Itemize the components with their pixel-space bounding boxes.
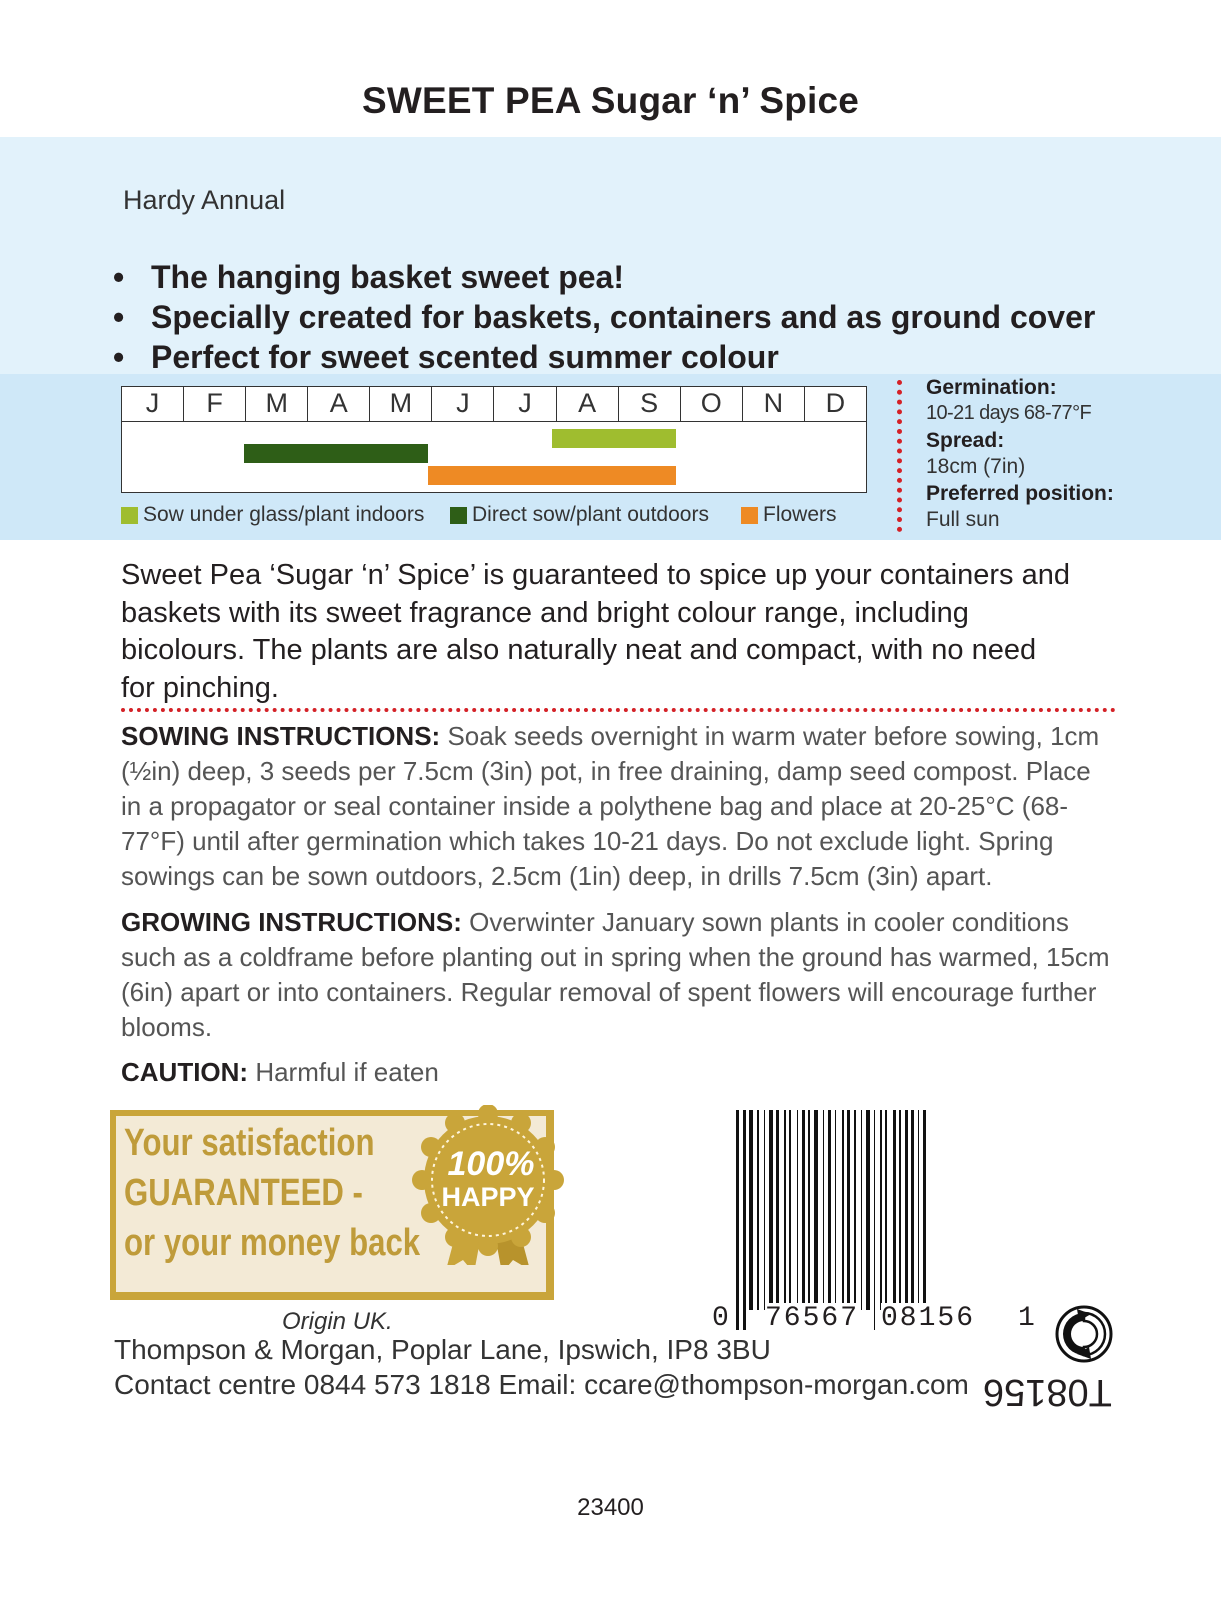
barcode-bar <box>823 1110 824 1310</box>
feature-item: • The hanging basket sweet pea! <box>113 258 1095 298</box>
germination-label: Germination: <box>926 376 1057 399</box>
barcode-bar <box>866 1110 870 1310</box>
month-label: O <box>680 387 742 421</box>
sowing-instructions: SOWING INSTRUCTIONS: Soak seeds overnight in warm water before sowing, 1cm (½in) deep, 3 seeds per 7.5cm (3in) pot, in free draining, damp seed compost. Place in a propagator or seal container inside a polythene bag and place at 20-25°C (68-77°F) until after germination which takes 10-21 days. Do not exclude light. Spring sowings can be sown outdoors, 2.5cm (1in) deep, in drills 7.5cm (3in) apart. <box>121 721 1100 891</box>
barcode-bar <box>789 1110 791 1310</box>
barcode-check-digit: 1 <box>1018 1303 1035 1334</box>
barcode-bar <box>808 1110 810 1310</box>
month-label: F <box>183 387 245 421</box>
month-label: D <box>804 387 866 421</box>
bullet-icon: • <box>113 299 125 335</box>
month-label: J <box>431 387 493 421</box>
feature-item: • Perfect for sweet scented summer colour <box>113 338 1095 378</box>
barcode-bar <box>893 1110 896 1310</box>
barcode-bar <box>776 1110 779 1310</box>
barcode-right-group: 08156 <box>881 1303 976 1334</box>
barcode-bar <box>905 1110 908 1310</box>
barcode-bar <box>847 1110 850 1310</box>
caution-heading: CAUTION: <box>121 1057 249 1087</box>
month-label: J <box>493 387 555 421</box>
spread-label: Spread: <box>926 429 1005 452</box>
barcode-bar <box>797 1110 798 1310</box>
barcode-bar <box>784 1110 786 1310</box>
bullet-icon: • <box>113 259 125 295</box>
barcode-bar <box>764 1110 765 1310</box>
position-value: Full sun <box>926 508 1000 531</box>
spread-value: 18cm (7in) <box>926 455 1026 478</box>
barcode-bar <box>757 1110 759 1310</box>
legend-swatch <box>741 507 758 524</box>
month-label: M <box>369 387 431 421</box>
barcode-bar <box>880 1110 882 1310</box>
product-title: SWEET PEA Sugar ‘n’ Spice <box>361 80 860 121</box>
germination-value: 10-21 days 68-77°F <box>926 402 1092 424</box>
badge-percent: 100% <box>447 1145 535 1183</box>
divider-dotted-vertical <box>897 380 902 532</box>
product-description: Sweet Pea ‘Sugar ‘n’ Spice’ is guaranteed to spice up your containers and baskets with its sweet fragrance and bright colour range, including bicolours. The plants are also naturally neat and compact, with no need for pinching. <box>121 559 1070 704</box>
barcode-bar <box>749 1110 753 1310</box>
divider-dotted-horizontal <box>121 708 1116 712</box>
flowers-bar <box>428 466 676 485</box>
origin-label: Origin UK. <box>282 1308 393 1335</box>
badge-happy: HAPPY <box>441 1182 535 1212</box>
barcode-bar <box>814 1110 818 1310</box>
month-label: J <box>145 388 160 418</box>
barcode-lead-digit: 0 <box>712 1303 729 1334</box>
barcode-bar <box>736 1110 739 1330</box>
feature-item: • Specially created for baskets, containers and as ground cover <box>113 298 1095 338</box>
position-label: Preferred position: <box>926 482 1114 505</box>
sow-indoors-bar <box>552 429 676 448</box>
legend-sow-outdoors: Direct sow/plant outdoors <box>450 503 709 527</box>
barcode-icon <box>732 1110 1016 1330</box>
month-label: N <box>742 387 804 421</box>
barcode-bar <box>828 1110 831 1310</box>
growing-heading: GROWING INSTRUCTIONS: <box>121 907 462 937</box>
month-label: A <box>307 387 369 421</box>
legend-sow-indoors: Sow under glass/plant indoors <box>121 503 424 527</box>
barcode-bar <box>885 1110 887 1310</box>
legend-swatch <box>450 507 467 524</box>
barcode-bar <box>874 1110 875 1330</box>
guarantee-line3: or your money back <box>124 1222 421 1264</box>
guarantee-line1: Your satisfaction <box>124 1122 375 1164</box>
sowing-calendar <box>121 386 867 493</box>
month-label: M <box>245 387 307 421</box>
barcode-bar <box>743 1110 746 1330</box>
barcode-bar <box>769 1110 773 1310</box>
legend-flowers: Flowers <box>741 503 837 527</box>
guarantee-line2: GUARANTEED - <box>124 1172 363 1214</box>
legend-swatch <box>121 507 138 524</box>
month-label: A <box>556 387 618 421</box>
barcode-bar <box>918 1110 919 1310</box>
plant-type: Hardy Annual <box>123 185 286 215</box>
feature-list <box>113 258 1095 378</box>
barcode-bar <box>835 1110 836 1310</box>
sow-outdoors-bar <box>244 444 428 463</box>
bullet-icon: • <box>113 339 125 375</box>
caution-note: CAUTION: Harmful if eaten <box>121 1057 439 1087</box>
product-code: T08156 <box>983 1371 1112 1413</box>
happy-seal-icon <box>408 1105 568 1265</box>
contact-details: Contact centre 0844 573 1818 Email: ccare@thompson-morgan.com <box>114 1369 969 1400</box>
barcode-bar <box>842 1110 844 1310</box>
barcode-bar <box>861 1110 862 1310</box>
barcode-bar <box>854 1110 856 1310</box>
footer-number: 23400 <box>577 1494 644 1521</box>
barcode-bar <box>923 1110 926 1310</box>
barcode-bar <box>802 1110 805 1310</box>
month-label: S <box>618 387 680 421</box>
barcode-left-group: 76567 <box>765 1303 860 1334</box>
calendar-months <box>122 387 866 422</box>
growing-instructions: GROWING INSTRUCTIONS: Overwinter January sown plants in cooler conditions such as a coldframe before planting out in spring when the ground has warmed, 15cm (6in) apart or into containers. Regular removal of spent flowers will encourage further blooms. <box>121 907 1110 1042</box>
recycling-green-dot-icon <box>1055 1305 1113 1363</box>
barcode-bar <box>911 1110 914 1310</box>
company-address: Thompson & Morgan, Poplar Lane, Ipswich, IP8 3BU <box>114 1334 771 1365</box>
sowing-heading: SOWING INSTRUCTIONS: <box>121 721 441 751</box>
barcode-bar <box>899 1110 901 1310</box>
